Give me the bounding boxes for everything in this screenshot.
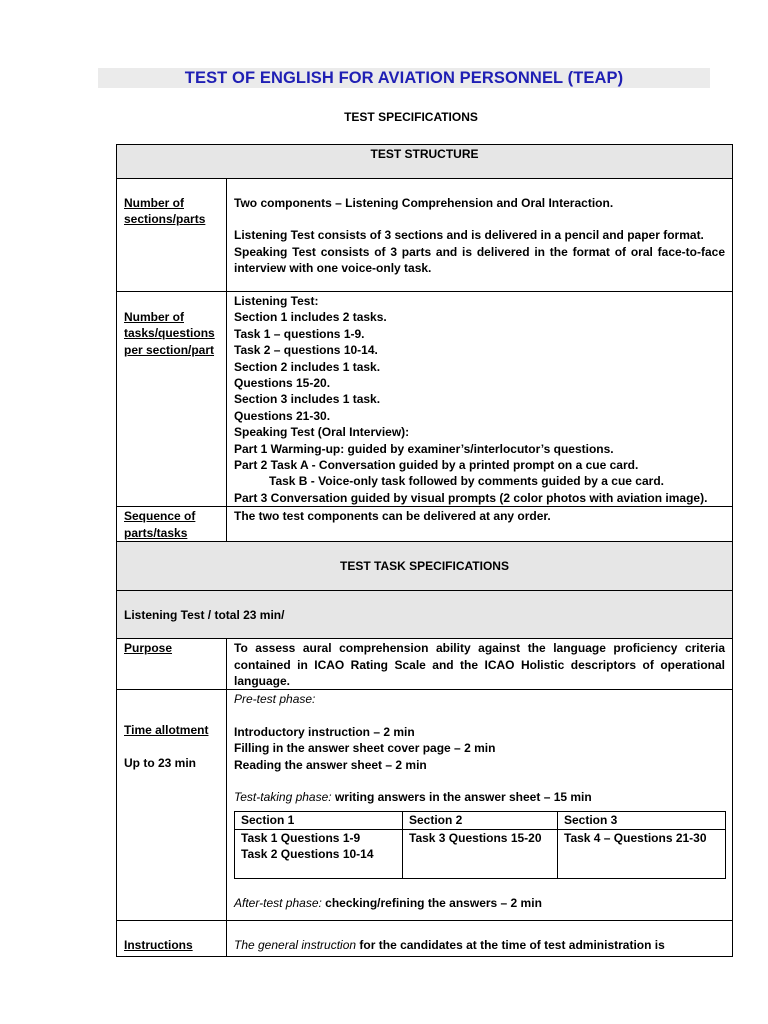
grid-cell-section-2: Task 3 Questions 15-20 <box>403 829 558 878</box>
instructions-label: Instructions <box>124 938 193 953</box>
document-subtitle: TEST SPECIFICATIONS <box>344 110 478 124</box>
list-item: Filling in the answer sheet cover page – 2 min <box>234 741 496 756</box>
list-item: Task 1 – questions 1-9. <box>234 326 365 341</box>
structure-header: TEST STRUCTURE <box>117 145 733 179</box>
after-test-phase <box>234 895 725 911</box>
sequence-content: The two test components can be delivered at any order. <box>227 507 733 542</box>
sections-label-cell <box>117 179 227 292</box>
grid-cell-section-1 <box>235 829 403 878</box>
list-item: Part 3 Conversation guided by visual prompts (2 color photos with aviation image). <box>234 490 708 505</box>
list-item: Part 2 Task A - Conversation guided by a printed prompt on a cue card. <box>234 458 639 473</box>
instructions-text: for the candidates at the time of test administration is <box>356 938 665 953</box>
instructions-label-cell <box>117 921 227 957</box>
listening-header: Listening Test / total 23 min/ <box>117 591 733 639</box>
table-row <box>117 292 733 507</box>
time-sublabel: Up to 23 min <box>124 755 197 770</box>
sections-line-1: Two components – Listening Comprehension and Oral Interaction. <box>234 196 614 210</box>
sections-line-3: Speaking Test consists of 3 parts and is delivered in the format of oral face-to-face interview with one voice-only task. <box>234 244 725 276</box>
list-item: Speaking Test (Oral Interview): <box>234 425 410 440</box>
table-row <box>117 639 733 690</box>
table-row <box>117 921 733 957</box>
sections-label: Number of sections/parts <box>124 196 206 227</box>
structure-header-row <box>117 145 733 179</box>
instructions-content <box>227 921 733 957</box>
list-item: Questions 21-30. <box>234 408 331 423</box>
time-label: Time allotment <box>124 723 209 738</box>
after-test-label: After-test phase: <box>234 895 322 910</box>
pre-test-phase: Pre-test phase: <box>234 692 316 707</box>
test-taking-text: writing answers in the answer sheet – 15 min <box>331 789 592 804</box>
instructions-italic: The general instruction <box>234 938 357 953</box>
listening-header-row <box>117 591 733 639</box>
document-title: TEST OF ENGLISH FOR AVIATION PERSONNEL (TEAP) <box>98 68 710 88</box>
tasks-label-cell <box>117 292 227 507</box>
tasks-label: Number of tasks/questions per section/part <box>124 310 215 357</box>
time-content <box>227 690 733 921</box>
grid-cell-section-3: Task 4 – Questions 21-30 <box>558 829 726 878</box>
list-item: Section 2 includes 1 task. <box>234 359 381 374</box>
sequence-label: Sequence of parts/tasks <box>124 509 196 540</box>
list-item: Reading the answer sheet – 2 min <box>234 757 427 772</box>
purpose-label-cell <box>117 639 227 690</box>
list-item: Task B - Voice-only task followed by comments guided by a cue card. <box>269 474 664 489</box>
table-row <box>117 690 733 921</box>
sequence-label-cell <box>117 507 227 542</box>
tasks-content <box>227 292 733 507</box>
list-item: Part 1 Warming-up: guided by examiner’s/interlocutor’s questions. <box>234 441 614 456</box>
grid-header-section-1: Section 1 <box>235 812 403 829</box>
list-item: Introductory instruction – 2 min <box>234 724 415 739</box>
list-item: Section 3 includes 1 task. <box>234 392 381 407</box>
sections-grid <box>234 811 726 878</box>
grid-task-1: Task 1 Questions 1-9 <box>241 830 361 845</box>
sections-content <box>227 179 733 292</box>
list-item: Task 2 – questions 10-14. <box>234 343 378 358</box>
time-label-cell <box>117 690 227 921</box>
test-taking-phase <box>234 789 725 805</box>
list-item: Questions 15-20. <box>234 376 331 391</box>
grid-header-section-3: Section 3 <box>558 812 726 829</box>
table-row <box>117 507 733 542</box>
purpose-label: Purpose <box>124 641 173 656</box>
list-item: Listening Test: <box>234 294 319 308</box>
task-specs-header-row <box>117 542 733 591</box>
test-taking-label: Test-taking phase: <box>234 789 332 804</box>
list-item: Section 1 includes 2 tasks. <box>234 310 387 325</box>
after-test-text: checking/refining the answers – 2 min <box>321 895 542 910</box>
task-specs-header: TEST TASK SPECIFICATIONS <box>117 542 733 591</box>
specification-table <box>116 144 733 957</box>
purpose-content: To assess aural comprehension ability against the language proficiency criteria contained in ICAO Rating Scale and the ICAO Holistic descriptors of operational language. <box>227 639 733 690</box>
grid-header-section-2: Section 2 <box>403 812 558 829</box>
grid-task-2: Task 2 Questions 10-14 <box>241 847 374 862</box>
table-row <box>117 179 733 292</box>
sections-line-2: Listening Test consists of 3 sections and is delivered in a pencil and paper format. <box>234 228 704 243</box>
